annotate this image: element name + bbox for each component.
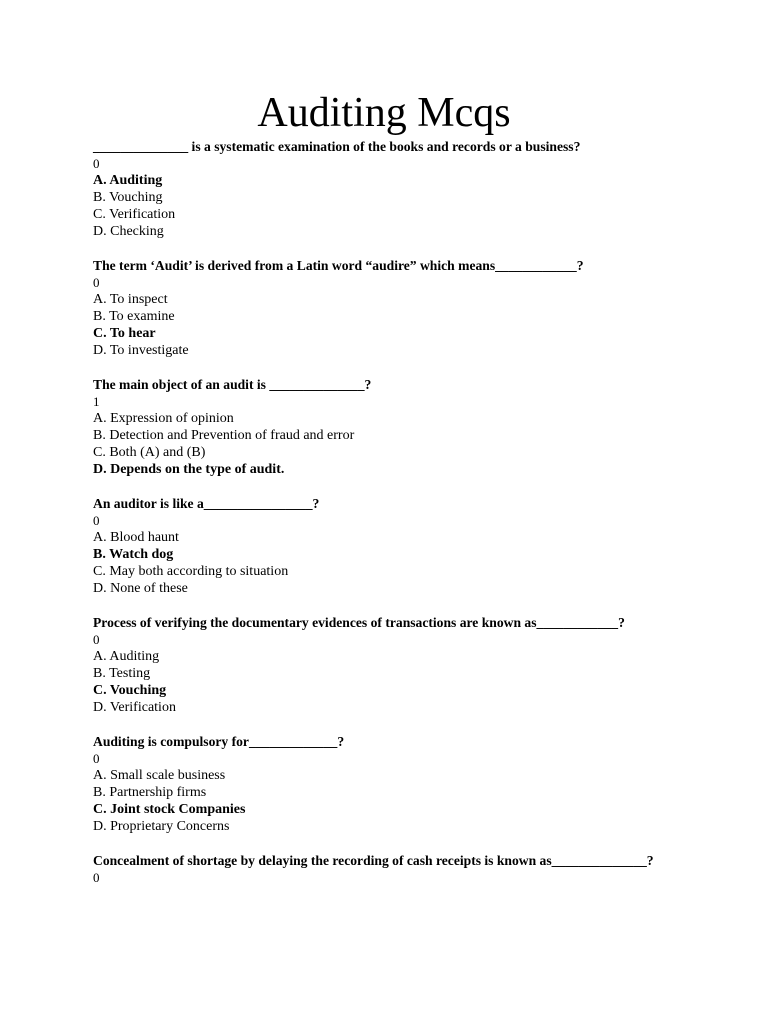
- answer-option: B. Vouching: [93, 190, 163, 205]
- question-block: [93, 852, 713, 886]
- question-text: ______________ is a systematic examination of the books and records or a business?: [93, 139, 581, 154]
- question-text: The term ‘Audit’ is derived from a Latin word “audire” which means____________?: [93, 258, 584, 273]
- answer-option-correct: C. Vouching: [93, 683, 167, 698]
- answer-option: A. To inspect: [93, 292, 168, 307]
- answer-option: A. Blood haunt: [93, 530, 179, 545]
- question-block: [93, 376, 713, 478]
- answer-option: A. Expression of opinion: [93, 411, 234, 426]
- question-number: 0: [93, 751, 100, 766]
- answer-option: B. Detection and Prevention of fraud and error: [93, 428, 355, 443]
- question-block: [93, 495, 713, 597]
- question-number: 0: [93, 156, 100, 171]
- answer-option: D. Proprietary Concerns: [93, 819, 230, 834]
- answer-option: A. Small scale business: [93, 768, 226, 783]
- question-block: [93, 138, 713, 240]
- answer-option-correct: A. Auditing: [93, 173, 163, 188]
- question-number: 0: [93, 275, 100, 290]
- question-number: 0: [93, 870, 100, 885]
- answer-option: D. To investigate: [93, 343, 189, 358]
- document-title: Auditing Mcqs: [257, 90, 511, 136]
- question-number: 1: [93, 394, 100, 409]
- question-block: [93, 257, 713, 359]
- answer-option: B. To examine: [93, 309, 175, 324]
- answer-option: A. Auditing: [93, 649, 160, 664]
- question-text: Auditing is compulsory for_____________?: [93, 734, 345, 749]
- question-text: Concealment of shortage by delaying the recording of cash receipts is known as______________?: [93, 853, 654, 868]
- answer-option: B. Testing: [93, 666, 151, 681]
- question-list: [93, 138, 713, 903]
- question-block: [93, 733, 713, 835]
- question-block: [93, 614, 713, 716]
- question-text: The main object of an audit is ______________?: [93, 377, 372, 392]
- answer-option: C. May both according to situation: [93, 564, 289, 579]
- answer-option-correct: C. To hear: [93, 326, 156, 341]
- answer-option: D. Verification: [93, 700, 176, 715]
- answer-option-correct: C. Joint stock Companies: [93, 802, 246, 817]
- question-text: Process of verifying the documentary evidences of transactions are known as____________?: [93, 615, 625, 630]
- question-number: 0: [93, 632, 100, 647]
- answer-option: B. Partnership firms: [93, 785, 207, 800]
- answer-option: D. Checking: [93, 224, 164, 239]
- answer-option: C. Verification: [93, 207, 176, 222]
- answer-option: C. Both (A) and (B): [93, 445, 206, 460]
- answer-option-correct: D. Depends on the type of audit.: [93, 462, 285, 477]
- answer-option-correct: B. Watch dog: [93, 547, 174, 562]
- question-number: 0: [93, 513, 100, 528]
- question-text: An auditor is like a________________?: [93, 496, 320, 511]
- answer-option: D. None of these: [93, 581, 188, 596]
